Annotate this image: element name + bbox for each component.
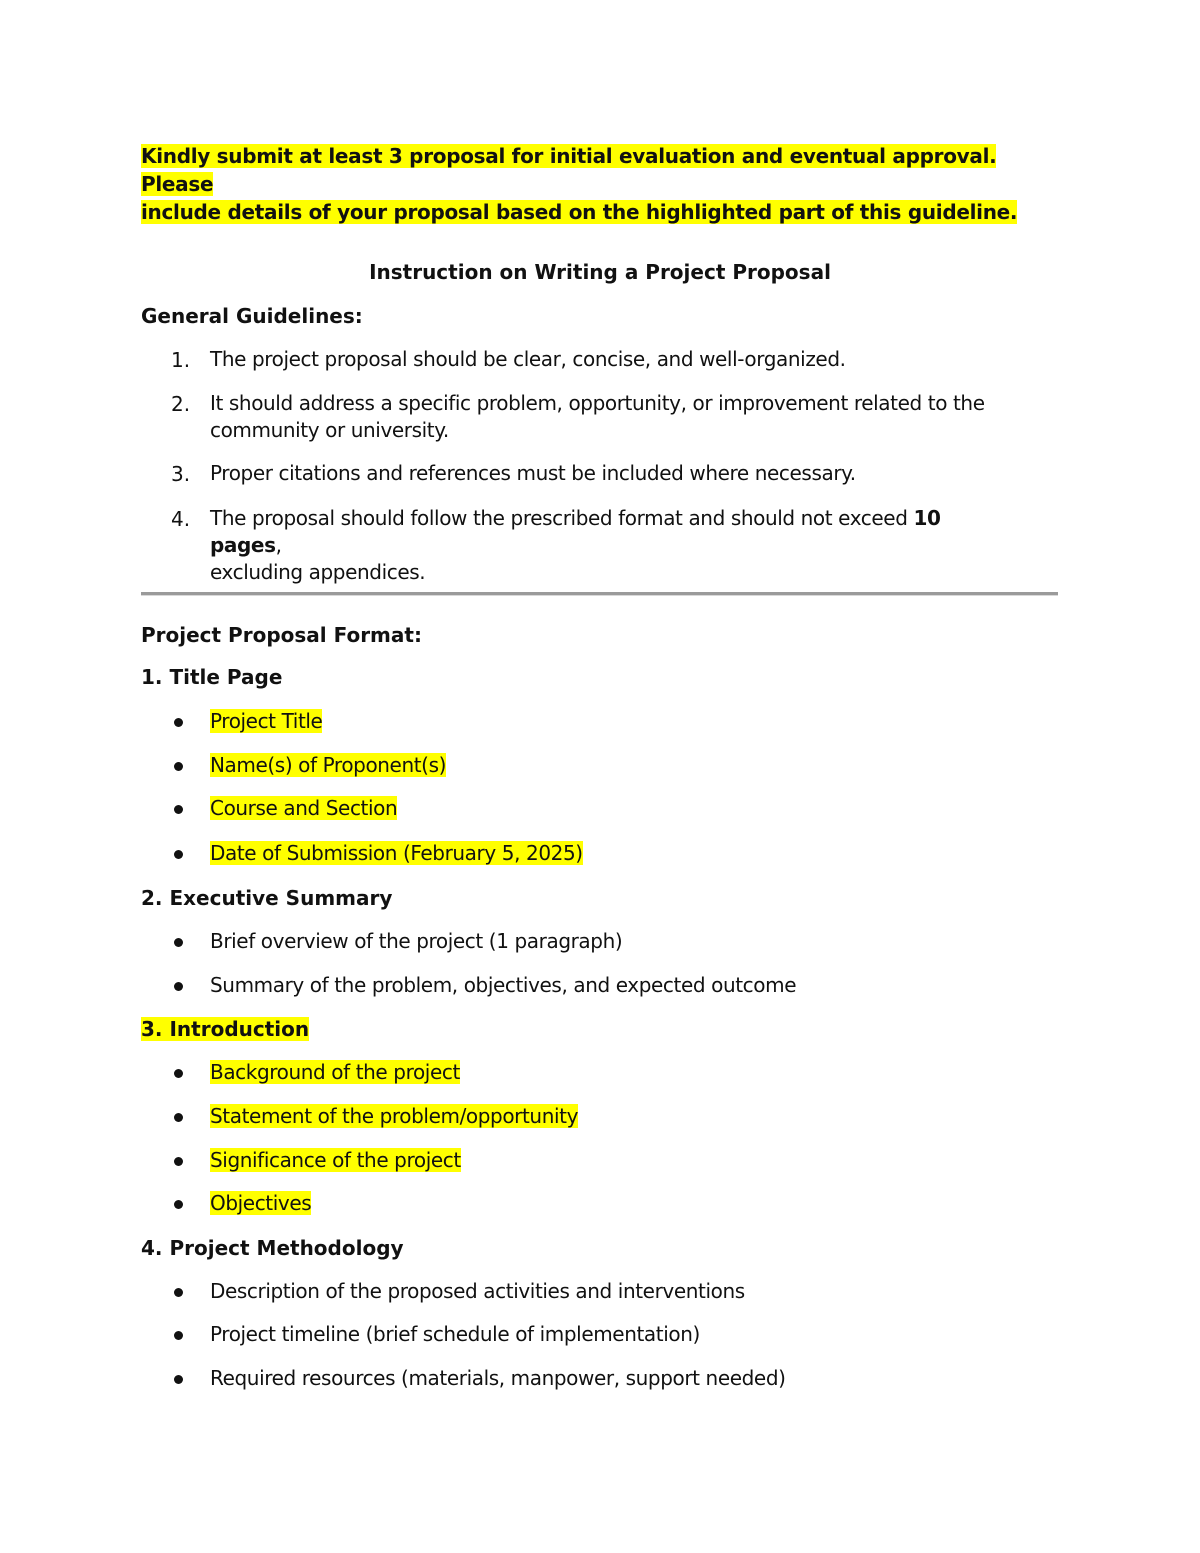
- notice-line-2: include details of your proposal based on the highlighted part of this guideline.: [141, 200, 1018, 224]
- format-heading: Project Proposal Format:: [141, 623, 422, 647]
- list-item: [210, 1278, 1010, 1305]
- bullet-icon: [174, 718, 183, 727]
- section-title: [141, 1015, 309, 1043]
- guideline-text: Proper citations and references must be included where necessary.: [210, 461, 856, 485]
- list-item-text: Summary of the problem, objectives, and expected outcome: [210, 973, 797, 997]
- bullet-icon: [174, 762, 183, 771]
- list-item-text: Required resources (materials, manpower, support needed): [210, 1366, 786, 1390]
- guideline-text-cont: excluding appendices.: [210, 560, 426, 584]
- document-title: Instruction on Writing a Project Proposal: [369, 260, 831, 284]
- list-item: [210, 1190, 1010, 1217]
- notice-line-1: Kindly submit at least 3 proposal for initial evaluation and eventual approval. Please: [141, 144, 997, 196]
- bullet-icon: [174, 1288, 183, 1297]
- guideline-number: 1.: [171, 348, 191, 372]
- bullet-icon: [174, 1157, 183, 1166]
- page-limit: 10 pages: [210, 506, 941, 557]
- list-item-text: Background of the project: [210, 1060, 460, 1084]
- guideline-number: 3.: [171, 462, 191, 486]
- list-item: [210, 708, 1010, 735]
- general-guidelines-heading: General Guidelines:: [141, 304, 363, 328]
- list-item-text: Date of Submission (February 5, 2025): [210, 841, 583, 865]
- list-item-text: Name(s) of Proponent(s): [210, 753, 447, 777]
- list-item-text: Project timeline (brief schedule of implementation): [210, 1322, 700, 1346]
- list-item: [210, 840, 1010, 867]
- section-title: 2. Executive Summary: [141, 886, 393, 910]
- guideline-text-punct: ,: [275, 533, 282, 557]
- list-item: [210, 1365, 1010, 1392]
- list-item: [210, 752, 1010, 779]
- bullet-icon: [174, 1331, 183, 1340]
- bullet-icon: [174, 1200, 183, 1209]
- list-item-text: Description of the proposed activities and interventions: [210, 1279, 745, 1303]
- bullet-icon: [174, 938, 183, 947]
- bullet-icon: [174, 1069, 183, 1078]
- guideline-number: 2.: [171, 392, 191, 416]
- bullet-icon: [174, 805, 183, 814]
- guideline-item: [210, 390, 1010, 444]
- horizontal-divider: [141, 592, 1058, 596]
- section-title: 4. Project Methodology: [141, 1236, 404, 1260]
- guideline-text: The project proposal should be clear, concise, and well-organized.: [210, 347, 846, 371]
- list-item-text: Brief overview of the project (1 paragraph): [210, 929, 623, 953]
- list-item-text: Project Title: [210, 709, 323, 733]
- bullet-icon: [174, 982, 183, 991]
- guideline-item: [210, 346, 1010, 373]
- list-item: [210, 1321, 1010, 1348]
- section-title-text: 3. Introduction: [141, 1017, 310, 1041]
- list-item-text: Course and Section: [210, 796, 398, 820]
- list-item: [210, 972, 1010, 999]
- bullet-icon: [174, 1375, 183, 1384]
- list-item-text: Objectives: [210, 1191, 312, 1215]
- list-item: [210, 1059, 1010, 1086]
- guideline-text: The proposal should follow the prescribed format and should not exceed: [210, 506, 914, 530]
- list-item: [210, 928, 1010, 955]
- guideline-item: [210, 460, 1010, 487]
- guideline-number: 4.: [171, 507, 191, 531]
- list-item: [210, 1147, 1010, 1174]
- section-title: 1. Title Page: [141, 665, 283, 689]
- list-item-text: Significance of the project: [210, 1148, 461, 1172]
- guideline-item: [210, 505, 1010, 586]
- submission-notice: [141, 142, 1071, 226]
- bullet-icon: [174, 1113, 183, 1122]
- list-item: [210, 795, 1010, 822]
- bullet-icon: [174, 850, 183, 859]
- guideline-text-cont: community or university.: [210, 418, 449, 442]
- list-item: [210, 1103, 1010, 1130]
- guideline-text: It should address a specific problem, opportunity, or improvement related to the: [210, 391, 985, 415]
- list-item-text: Statement of the problem/opportunity: [210, 1104, 579, 1128]
